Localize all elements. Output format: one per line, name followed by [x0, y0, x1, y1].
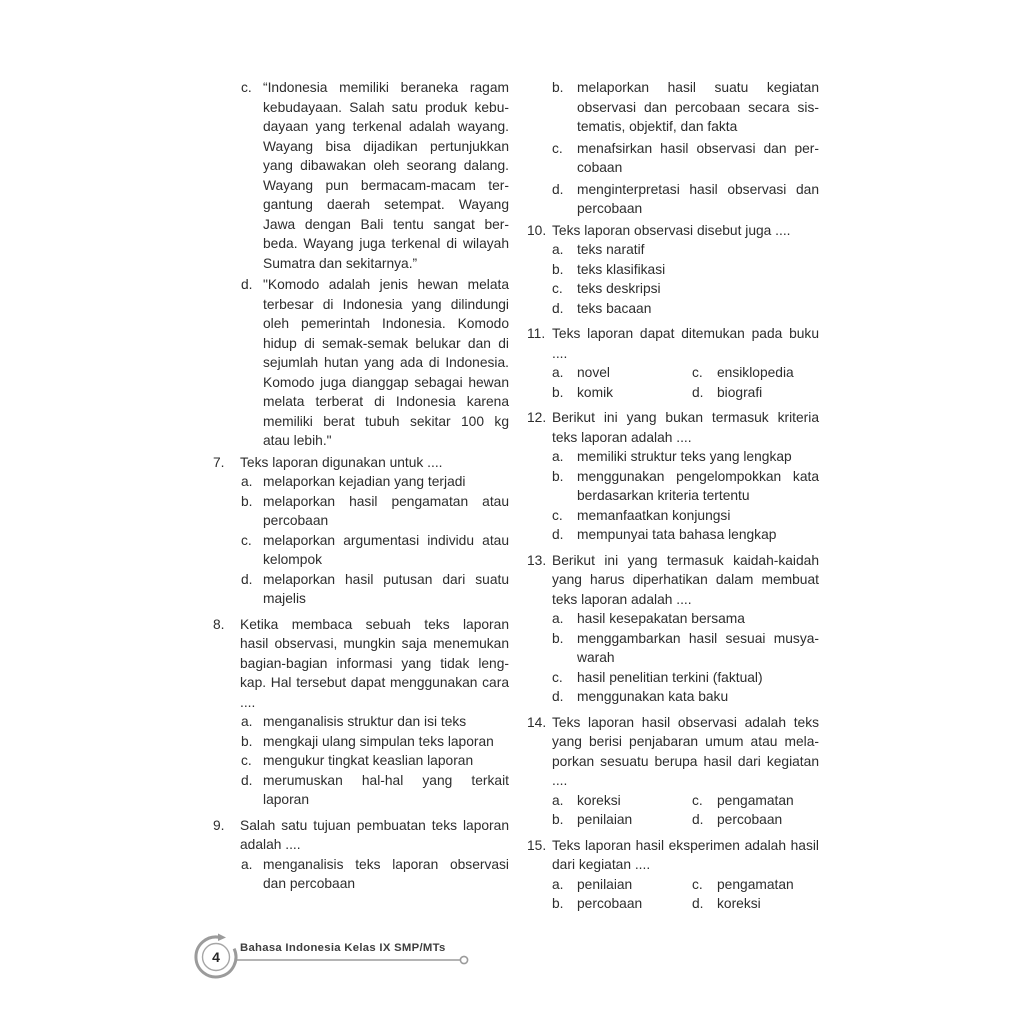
option-letter: c. [241, 80, 252, 95]
question [213, 615, 509, 810]
text-line: memanfaatkan konjungsi [577, 507, 731, 523]
answer-option [552, 894, 692, 914]
question [213, 816, 509, 894]
question-head [527, 324, 819, 363]
question-text [552, 324, 819, 363]
option-letter: d. [552, 300, 564, 316]
option-text: pengamatan [717, 792, 794, 808]
text-line: melaporkan hasil pengamatan atau [263, 493, 509, 509]
text-line: observasi dan percobaan secara sis- [577, 99, 819, 115]
answer-option-pair [552, 894, 819, 914]
question-text [240, 615, 509, 713]
text-line: porkan sesuatu berupa hasil dari kegiatan [552, 753, 819, 769]
question-text [552, 221, 819, 241]
text-line: percobaan [263, 513, 329, 528]
option-letter: c. [552, 669, 563, 685]
option-letter: d. [692, 384, 704, 400]
option-letter: d. [692, 812, 704, 827]
text-line: sejumlah hutan yang ada di Indonesia. [263, 355, 509, 370]
question-head [213, 816, 509, 855]
option-letter: a. [552, 876, 564, 892]
text-line: menafsirkan hasil observasi dan per- [577, 140, 819, 156]
answer-option [692, 875, 794, 895]
question-head [527, 408, 819, 447]
option-letter: a. [241, 714, 253, 729]
option-text: percobaan [577, 896, 643, 911]
answer-option [552, 279, 819, 299]
answer-option-pair [552, 363, 819, 383]
option-letter: c. [241, 532, 252, 548]
option-text [263, 472, 509, 492]
page-number: 4 [212, 948, 220, 965]
text-line: .... [552, 345, 568, 361]
option-letter: c. [552, 281, 563, 296]
answer-option-pair [552, 810, 819, 830]
option-letter: c. [692, 365, 703, 380]
text-line: Berikut ini yang termasuk kaidah-kaidah [552, 552, 819, 568]
text-line: Komodo juga dianggap sebagai hewan [263, 374, 509, 390]
option-letter: b. [552, 812, 564, 827]
option-text [577, 279, 819, 299]
text-line: kelompok [263, 552, 323, 567]
answer-option [552, 383, 692, 403]
option-letter: c. [692, 876, 703, 892]
option-letter: c. [241, 753, 252, 768]
question-number: 12. [527, 410, 547, 425]
text-line: Teks laporan dapat ditemukan pada buku [552, 326, 819, 341]
question-head [527, 713, 819, 791]
option-text [263, 712, 509, 732]
answer-option-pair [552, 791, 819, 811]
question-number: 8. [213, 616, 225, 632]
answer-option [552, 467, 819, 506]
text-line: bagian-bagian informasi yang tidak leng- [240, 655, 509, 671]
text-line: Jawa dengan Bali tentu sangat ber- [263, 216, 509, 232]
question-number: 13. [527, 552, 547, 568]
option-letter: a. [241, 856, 253, 872]
option-letter: b. [552, 630, 564, 646]
text-line: teks naratif [577, 242, 645, 257]
text-line: berdasarkan kriteria tertentu [577, 488, 750, 503]
option-letter: d. [552, 527, 564, 542]
answer-option [552, 363, 692, 383]
text-line: Teks laporan observasi disebut juga .... [552, 222, 791, 238]
option-letter: d. [241, 772, 253, 788]
answer-option [692, 383, 762, 403]
text-line: percobaan [577, 201, 643, 216]
question-text [552, 551, 819, 610]
text-line: oleh pemerintah Indonesia. Komodo [263, 316, 509, 331]
text-line: mempunyai tata bahasa lengkap [577, 527, 777, 542]
answer-option [552, 506, 819, 526]
option-letter: b. [552, 896, 564, 911]
text-line: dan percobaan [263, 876, 356, 891]
text-line: melata terberat di Indonesia karena [263, 394, 509, 409]
text-line: menggunakan pengelompokkan kata [577, 468, 819, 484]
answer-option [552, 180, 819, 219]
option-text [577, 629, 819, 668]
text-line: majelis [263, 591, 306, 606]
answer-option [552, 447, 819, 467]
option-text: ensiklopedia [717, 365, 794, 380]
answer-option [552, 525, 819, 545]
option-letter: b. [241, 493, 253, 509]
text-line: yang harus diperhatikan dalam membuat [552, 572, 819, 587]
question-text [240, 453, 509, 473]
text-line: Sumatra dan sekitarnya.” [263, 255, 418, 271]
option-text [263, 751, 509, 771]
option-text [577, 668, 819, 688]
answer-option [241, 531, 509, 570]
question-number: 10. [527, 222, 547, 238]
text-line: dari kegiatan .... [552, 857, 651, 872]
text-line: Wayang pun bermacam-macam ter- [263, 177, 509, 193]
text-line: cobaan [577, 160, 623, 175]
option-text: percobaan [717, 812, 783, 827]
option-text [577, 467, 819, 506]
option-letter: b. [552, 261, 564, 277]
question [213, 453, 509, 609]
option-text [577, 525, 819, 545]
option-text [577, 260, 819, 280]
text-line: atau lebih." [263, 433, 332, 448]
question [527, 324, 819, 402]
question-number: 11. [527, 326, 546, 341]
text-line: melaporkan hasil putusan dari suatu [263, 571, 509, 587]
option-letter: a. [552, 449, 564, 464]
text-line: teks klasifikasi [577, 261, 666, 277]
option-letter: a. [241, 474, 253, 489]
text-line: adalah .... [240, 837, 301, 852]
question-head [213, 615, 509, 713]
text-line: .... [240, 694, 256, 710]
text-line: .... [552, 773, 568, 788]
question-text [552, 836, 819, 875]
text-line: menganalisis struktur dan isi teks [263, 714, 467, 729]
question [527, 713, 819, 830]
question-text [552, 408, 819, 447]
option-text: biografi [717, 384, 763, 400]
option-letter: a. [552, 365, 564, 380]
option-text [263, 771, 509, 810]
answer-option [692, 791, 794, 811]
answer-option [241, 275, 509, 451]
text-line: mengukur tingkat keaslian laporan [263, 753, 474, 768]
option-text [263, 275, 509, 451]
text-line: beda. Wayang juga terkenal di wilayah [263, 236, 509, 251]
answer-option [552, 78, 819, 137]
option-letter: b. [552, 80, 564, 95]
text-line: melaporkan kejadian yang terjadi [263, 474, 466, 489]
text-line: yang dibawakan oleh seorang dalang. [263, 158, 509, 173]
option-text [577, 506, 819, 526]
text-line: "Komodo adalah jenis hewan melata [263, 277, 509, 292]
answer-option [552, 139, 819, 178]
option-text: penilaian [577, 876, 633, 892]
text-line: merumuskan hal-hal yang terkait [263, 772, 509, 788]
text-line: hasil observasi, mungkin saja menemukan [240, 636, 509, 651]
option-text [577, 687, 819, 707]
answer-option [241, 492, 509, 531]
book-title: Bahasa Indonesia Kelas IX SMP/MTs [240, 942, 446, 954]
text-line: Teks laporan hasil observasi adalah teks [552, 714, 819, 730]
question-text [240, 816, 509, 855]
text-line: kebudayaan. Salah satu produk kebu- [263, 99, 509, 115]
question-head [527, 221, 819, 241]
option-text [263, 732, 509, 752]
text-line: dayaan yang terkenal adalah wayang. [263, 119, 509, 134]
option-text [577, 609, 819, 629]
question-head [527, 551, 819, 610]
answer-option-pair [552, 875, 819, 895]
option-letter: d. [552, 689, 564, 704]
answer-option [241, 855, 509, 894]
text-line: Berikut ini yang bukan termasuk kriteria [552, 410, 819, 425]
option-letter: b. [241, 733, 253, 749]
question [527, 551, 819, 707]
text-line: “Indonesia memiliki beraneka ragam [263, 80, 509, 95]
text-line: teks laporan adalah .... [552, 591, 692, 607]
text-line: tematis, objektif, dan fakta [577, 119, 738, 134]
text-line: kap. Hal tersebut dapat menggunakan cara [240, 675, 509, 690]
option-text [577, 180, 819, 219]
option-text: pengamatan [717, 876, 794, 892]
option-letter: d. [552, 181, 564, 197]
answer-option [552, 791, 692, 811]
answer-option [241, 751, 509, 771]
answer-option [692, 810, 782, 830]
answer-option [241, 712, 509, 732]
option-letter: c. [552, 140, 563, 156]
option-letter: d. [241, 571, 253, 587]
option-letter: d. [692, 896, 704, 911]
option-letter: b. [552, 468, 564, 484]
answer-option [552, 668, 819, 688]
answer-option [241, 472, 509, 492]
option-text: komik [577, 384, 614, 400]
text-line: laporan [263, 792, 310, 807]
text-line: warah [577, 650, 615, 665]
option-text [263, 531, 509, 570]
answer-option [241, 732, 509, 752]
option-text [577, 139, 819, 178]
text-line: Teks laporan hasil eksperimen adalah hasil [552, 837, 819, 853]
option-text: novel [577, 365, 610, 380]
answer-option-pair [552, 383, 819, 403]
question [527, 408, 819, 545]
option-text [577, 78, 819, 137]
text-line: hasil kesepakatan bersama [577, 611, 745, 626]
option-letter: d. [241, 277, 253, 292]
text-line: yang berisi penjabaran umum atau mela- [552, 734, 819, 749]
text-line: teks deskripsi [577, 281, 661, 296]
option-text [263, 855, 509, 894]
text-line: menggambarkan hasil sesuai musya- [577, 630, 819, 646]
option-text [263, 492, 509, 531]
text-line: Ketika membaca sebuah teks laporan [240, 616, 509, 632]
footer-rule-endcap-icon [460, 956, 467, 963]
answer-option [692, 363, 794, 383]
left-column [213, 78, 509, 900]
question-number: 7. [213, 454, 225, 470]
option-text [577, 299, 819, 319]
option-letter: c. [552, 507, 563, 523]
option-text: koreksi [577, 792, 621, 808]
answer-option [552, 299, 819, 319]
page-footer [180, 930, 500, 990]
text-line: hidup di semak-semak belukar dan di [263, 335, 509, 351]
answer-option [552, 240, 819, 260]
option-text: penilaian [577, 812, 633, 827]
option-text [577, 447, 819, 467]
option-text [263, 570, 509, 609]
text-line: Wayang bisa dijadikan pertunjukkan [263, 138, 509, 154]
answer-option [552, 875, 692, 895]
page-badge-arc-tip-icon [218, 934, 226, 942]
answer-option [552, 687, 819, 707]
answer-option [692, 894, 761, 914]
question [527, 836, 819, 914]
text-line: memiliki berat tubuh sekitar 100 kg [263, 413, 509, 429]
text-line: menggunakan kata baku [577, 689, 729, 704]
answer-option [241, 771, 509, 810]
question [527, 221, 819, 319]
text-line: Teks laporan digunakan untuk .... [240, 454, 443, 470]
text-line: memiliki struktur teks yang lengkap [577, 449, 792, 464]
question-number: 9. [213, 817, 225, 833]
answer-option [241, 570, 509, 609]
answer-option [241, 78, 509, 273]
text-line: hasil penelitian terkini (faktual) [577, 669, 763, 685]
option-letter: c. [692, 792, 703, 808]
question-head [213, 453, 509, 473]
right-column [527, 78, 819, 920]
option-letter: a. [552, 611, 564, 626]
question-head [527, 836, 819, 875]
answer-option [552, 260, 819, 280]
option-text [263, 78, 509, 273]
option-text: koreksi [717, 896, 761, 911]
text-line: mengkaji ulang simpulan teks laporan [263, 733, 494, 749]
text-line: menginterpretasi hasil observasi dan [577, 181, 819, 197]
answer-option [552, 629, 819, 668]
question-number: 15. [527, 837, 547, 853]
option-text [577, 240, 819, 260]
question-text [552, 713, 819, 791]
text-line: gantung daerah setempat. Wayang [263, 197, 509, 212]
text-line: teks bacaan [577, 300, 652, 316]
text-line: melaporkan hasil suatu kegiatan [577, 80, 819, 95]
text-line: terbesar di Indonesia yang dilindungi [263, 296, 509, 312]
text-line: teks laporan adalah .... [552, 429, 692, 445]
option-letter: b. [552, 384, 564, 400]
text-line: Salah satu tujuan pembuatan teks laporan [240, 817, 509, 833]
option-letter: a. [552, 792, 564, 808]
text-line: melaporkan argumentasi individu atau [263, 532, 509, 548]
text-line: menganalisis teks laporan observasi [263, 856, 509, 872]
answer-option [552, 810, 692, 830]
question-number: 14. [527, 714, 547, 730]
option-letter: a. [552, 242, 564, 257]
answer-option [552, 609, 819, 629]
